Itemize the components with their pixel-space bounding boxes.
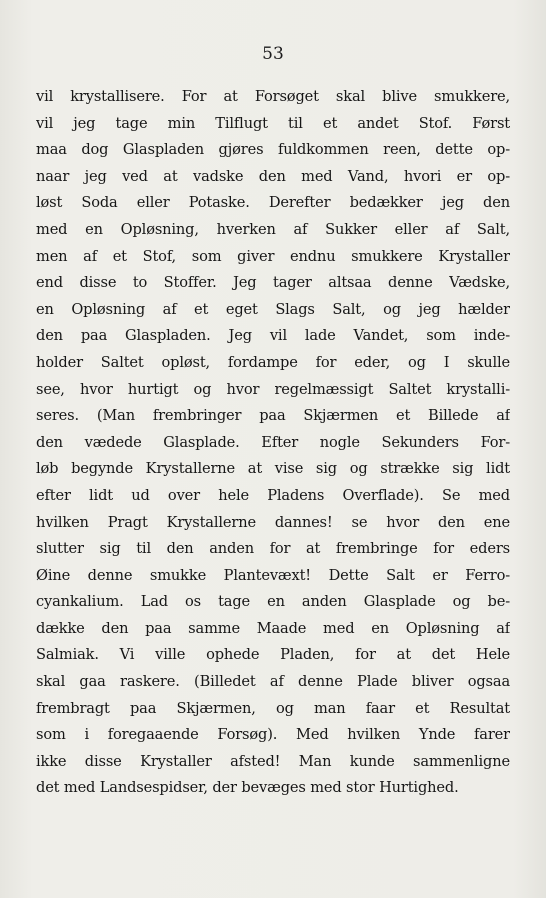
text-line: som i foregaaende Forsøg). Med hvilken Ynde farer bbox=[36, 726, 510, 744]
text-line: den vædede Glasplade. Efter nogle Sekunders For- bbox=[36, 433, 510, 451]
text-line: holder Saltet opløst, fordampe for eder, og I skulle bbox=[36, 353, 510, 371]
text-line: slutter sig til den anden for at frembringe for eders bbox=[36, 540, 510, 558]
text-line: skal gaa raskere. (Billedet af denne Plade bliver ogsaa bbox=[36, 673, 510, 691]
text-line: end disse to Stoffer. Jeg tager altsaa denne Vædske, bbox=[36, 274, 510, 292]
text-line: vil krystallisere. For at Forsøget skal blive smukkere, bbox=[36, 88, 510, 105]
text-line: løst Soda eller Potaske. Derefter bedækker jeg den bbox=[36, 194, 510, 212]
text-line: efter lidt ud over hele Pladens Overflade). Se med bbox=[36, 486, 510, 504]
text-line: cyankalium. Lad os tage en anden Glasplade og be- bbox=[36, 593, 510, 611]
text-line: ikke disse Krystaller afsted! Man kunde sammenligne bbox=[36, 752, 510, 770]
text-line: den paa Glaspladen. Jeg vil lade Vandet, som inde- bbox=[36, 327, 510, 345]
text-line: dække den paa samme Maade med en Opløsning af bbox=[36, 619, 510, 637]
text-line: vil jeg tage min Tilflugt til et andet Stof. Først bbox=[36, 114, 510, 132]
text-line: det med Landsespidser, der bevæges med stor Hurtighed. bbox=[36, 779, 459, 797]
text-line: see, hvor hurtigt og hvor regelmæssigt Saltet krystalli- bbox=[36, 380, 510, 398]
text-line: men af et Stof, som giver endnu smukkere Krystaller bbox=[36, 247, 510, 265]
text-line: seres. (Man frembringer paa Skjærmen et Billede af bbox=[36, 407, 510, 425]
text-line: med en Opløsning, hverken af Sukker eller af Salt, bbox=[36, 220, 510, 238]
text-line: frembragt paa Skjærmen, og man faar et Resultat bbox=[36, 699, 510, 717]
text-line: Øine denne smukke Plantevæxt! Dette Salt er Ferro- bbox=[36, 566, 510, 584]
text-line: Salmiak. Vi ville ophede Pladen, for at det Hele bbox=[36, 646, 510, 664]
text-line: maa dog Glaspladen gjøres fuldkommen reen, dette op- bbox=[36, 141, 510, 159]
body-text bbox=[36, 84, 510, 802]
text-line: hvilken Pragt Krystallerne dannes! se hvor den ene bbox=[36, 513, 510, 531]
text-line: naar jeg ved at vadske den med Vand, hvori er op- bbox=[36, 167, 510, 185]
text-line: løb begynde Krystallerne at vise sig og strække sig lidt bbox=[36, 460, 510, 478]
page-number: 53 bbox=[262, 44, 284, 64]
text-line: en Opløsning af et eget Slags Salt, og jeg hælder bbox=[36, 300, 510, 318]
